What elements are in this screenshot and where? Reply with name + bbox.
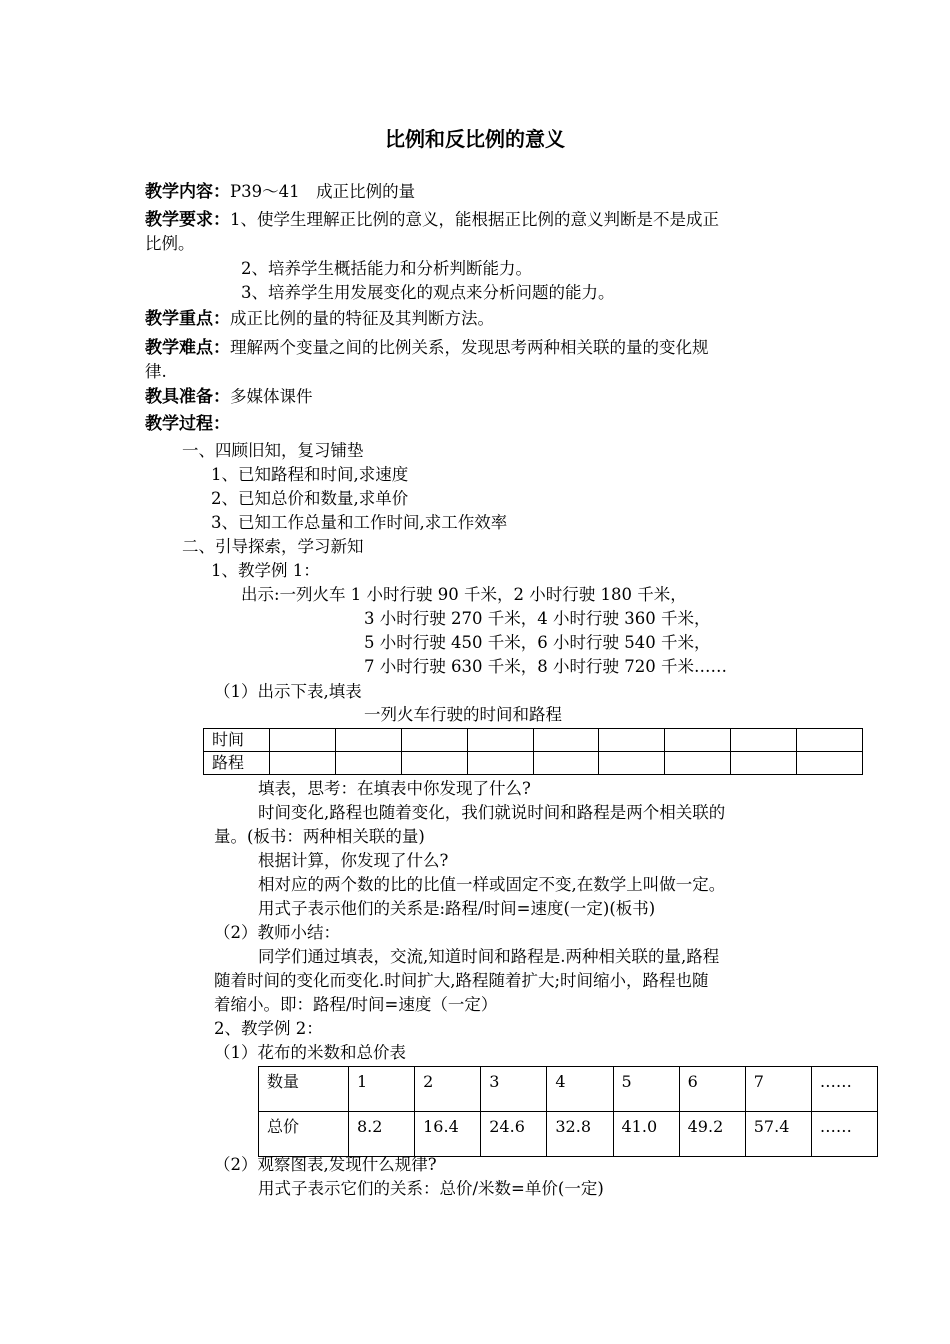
- process-line: （2）观察图表,发现什么规律?: [214, 1155, 437, 1174]
- process-line: 时间变化,路程也随着变化，我们就说时间和路程是两个相关联的: [258, 803, 726, 822]
- key-point-label: 教学重点：: [145, 309, 230, 329]
- table-cell: 41.0: [613, 1112, 679, 1157]
- table-row: [259, 1067, 878, 1112]
- time-distance-table: [203, 728, 863, 775]
- page-title: 比例和反比例的意义: [385, 127, 565, 151]
- process-line: 5 小时行驶 450 千米，6 小时行驶 540 千米，: [364, 633, 711, 652]
- table-cell[interactable]: [467, 729, 533, 752]
- process-line: 2、教学例 2：: [214, 1019, 323, 1038]
- table-cell[interactable]: [335, 752, 401, 775]
- table-cell: 路程: [204, 752, 270, 775]
- table-cell: 总价: [259, 1112, 349, 1157]
- table-cell: 49.2: [679, 1112, 745, 1157]
- process-line: 一、四顾旧知，复习铺垫: [182, 441, 364, 460]
- key-point-text: 成正比例的量的特征及其判断方法。: [230, 309, 494, 328]
- requirement-1-cont: 比例。: [145, 234, 195, 253]
- table-cell[interactable]: [335, 729, 401, 752]
- difficulty-text: 理解两个变量之间的比例关系，发现思考两种相关联的量的变化规: [230, 338, 709, 357]
- table-cell: 24.6: [481, 1112, 547, 1157]
- table-cell: 16.4: [415, 1112, 481, 1157]
- process-line: （2）教师小结：: [214, 923, 340, 942]
- process-line: 3 小时行驶 270 千米，4 小时行驶 360 千米，: [364, 609, 711, 628]
- table-cell: 8.2: [349, 1112, 415, 1157]
- requirement-1: 1、使学生理解正比例的意义，能根据正比例的意义判断是不是成正: [230, 210, 719, 229]
- table-cell[interactable]: [797, 752, 863, 775]
- table-cell[interactable]: [401, 752, 467, 775]
- table-cell: 32.8: [547, 1112, 613, 1157]
- table-cell[interactable]: [533, 752, 599, 775]
- table-cell[interactable]: [731, 729, 797, 752]
- process-heading: [145, 413, 230, 435]
- tools-text: 多媒体课件: [230, 387, 313, 406]
- process-line: 7 小时行驶 630 千米，8 小时行驶 720 千米……: [364, 657, 727, 676]
- table-cell: 时间: [204, 729, 270, 752]
- process-line: 同学们通过填表，交流,知道时间和路程是.两种相关联的量,路程: [258, 947, 720, 966]
- table-row: [259, 1112, 878, 1157]
- table-cell: 3: [481, 1067, 547, 1112]
- content-line: [145, 181, 415, 203]
- table-cell[interactable]: [533, 729, 599, 752]
- table-cell: 6: [679, 1067, 745, 1112]
- content-text: P39～41 成正比例的量: [230, 182, 416, 201]
- difficulty-label: 教学难点：: [145, 338, 230, 358]
- table-row: [204, 729, 863, 752]
- process-label: 教学过程：: [145, 414, 230, 434]
- requirements-label: 教学要求：: [145, 210, 230, 230]
- process-line: （1）花布的米数和总价表: [214, 1043, 406, 1062]
- table-cell: 4: [547, 1067, 613, 1112]
- requirement-3: 3、培养学生用发展变化的观点来分析问题的能力。: [241, 283, 615, 302]
- difficulty-cont: 律.: [145, 362, 167, 381]
- table-cell[interactable]: [270, 729, 336, 752]
- cloth-price-table: [258, 1066, 878, 1157]
- requirement-2: 2、培养学生概括能力和分析判断能力。: [241, 259, 532, 278]
- table-cell[interactable]: [270, 752, 336, 775]
- difficulty-line: [145, 337, 709, 359]
- requirements-line: [145, 209, 719, 231]
- process-line: 1、教学例 1：: [211, 561, 320, 580]
- process-line: 3、已知工作总量和工作时间,求工作效率: [211, 513, 508, 532]
- tools-line: [145, 386, 313, 408]
- process-line: 用式子表示它们的关系：总价/米数=单价(一定): [258, 1179, 604, 1198]
- process-line: 根据计算，你发现了什么?: [258, 851, 449, 870]
- table-cell[interactable]: [599, 752, 665, 775]
- process-line: 随着时间的变化而变化.时间扩大,路程随着扩大;时间缩小，路程也随: [214, 971, 709, 990]
- table-cell[interactable]: [731, 752, 797, 775]
- table-cell: 2: [415, 1067, 481, 1112]
- process-line: 量。(板书：两种相关联的量): [214, 827, 425, 846]
- key-point-line: [145, 308, 494, 330]
- table-row: [204, 752, 863, 775]
- table-cell[interactable]: [599, 729, 665, 752]
- process-line: 二、引导探索，学习新知: [182, 537, 364, 556]
- table-cell[interactable]: [797, 729, 863, 752]
- process-line: 1、已知路程和时间,求速度: [211, 465, 409, 484]
- table-cell: 5: [613, 1067, 679, 1112]
- content-label: 教学内容：: [145, 182, 230, 202]
- table-cell[interactable]: [665, 729, 731, 752]
- table-cell: ……: [811, 1112, 877, 1157]
- table-cell[interactable]: [665, 752, 731, 775]
- process-line: 相对应的两个数的比的比值一样或固定不变,在数学上叫做一定。: [258, 875, 726, 894]
- table-cell: 1: [349, 1067, 415, 1112]
- process-line: 2、已知总价和数量,求单价: [211, 489, 409, 508]
- table-cell: 57.4: [745, 1112, 811, 1157]
- process-line: （1）出示下表,填表: [214, 682, 362, 701]
- table-cell: ……: [811, 1067, 877, 1112]
- table-cell: 7: [745, 1067, 811, 1112]
- tools-label: 教具准备：: [145, 387, 230, 407]
- process-line: 着缩小。即：路程/时间=速度（一定）: [214, 995, 498, 1014]
- process-line: 填表，思考：在填表中你发现了什么?: [258, 779, 531, 798]
- table-cell: 数量: [259, 1067, 349, 1112]
- table-cell[interactable]: [467, 752, 533, 775]
- table-cell[interactable]: [401, 729, 467, 752]
- process-line: 用式子表示他们的关系是:路程/时间=速度(一定)(板书): [258, 899, 656, 918]
- table1-caption: 一列火车行驶的时间和路程: [364, 705, 562, 724]
- process-line: 出示:一列火车 1 小时行驶 90 千米，2 小时行驶 180 千米，: [241, 585, 687, 604]
